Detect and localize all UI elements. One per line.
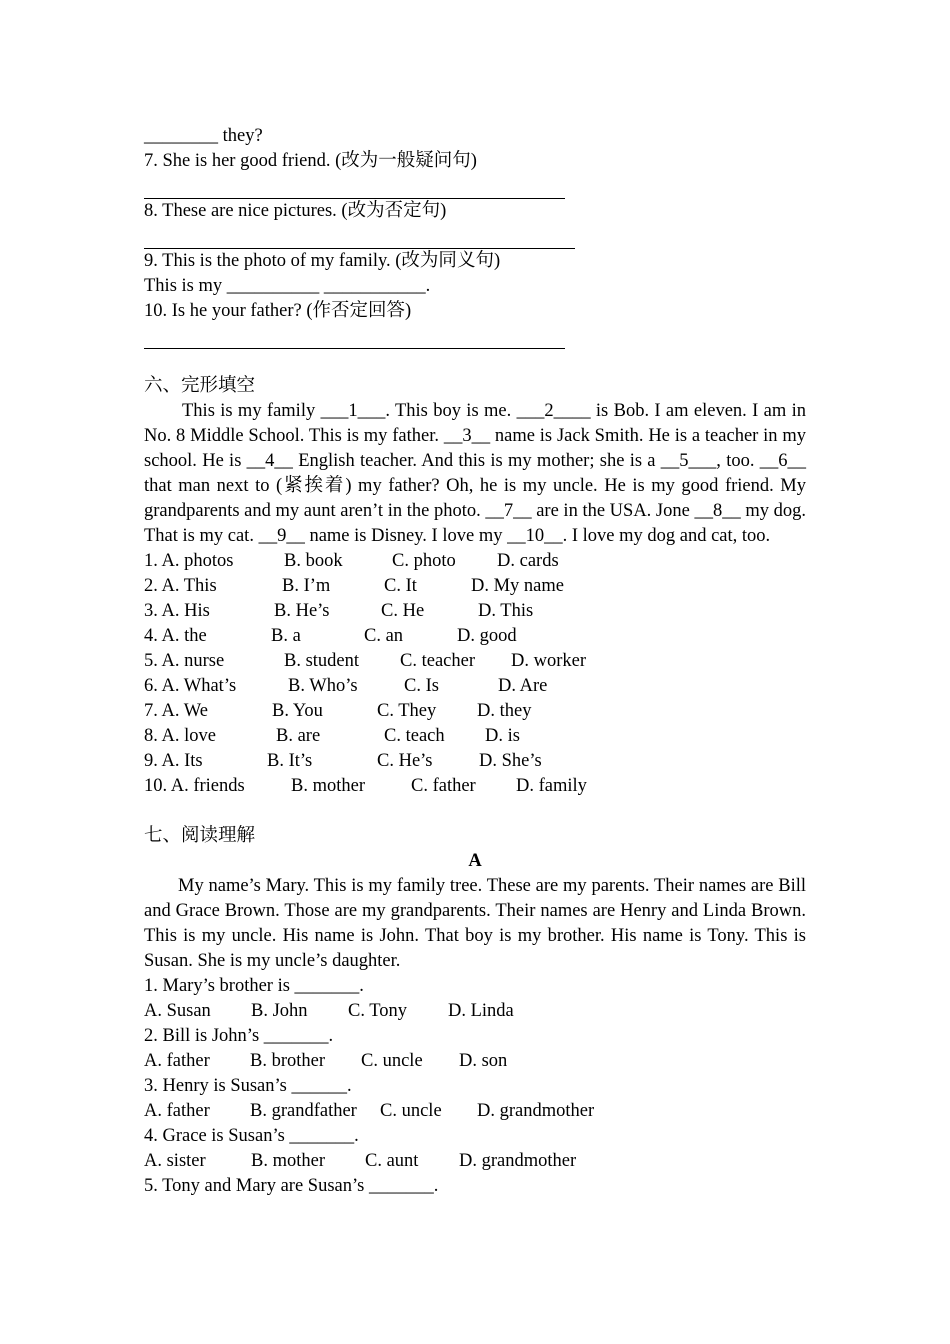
reading-question-stem: 4. Grace is Susan’s _______. bbox=[144, 1126, 359, 1146]
reading-question-stem: 3. Henry is Susan’s ______. bbox=[144, 1076, 352, 1096]
reading-heading: 七、阅读理解 bbox=[144, 826, 256, 846]
reading-question-stem: 5. Tony and Mary are Susan’s _______. bbox=[144, 1176, 439, 1196]
q10-prompt: 10. Is he your father? (作否定回答) bbox=[144, 301, 412, 321]
cloze-passage: This is my family ___1___. This boy is me. ___2____ is Bob. I am eleven. I am in No. 8 Middle School. This is my father. __3__ name is Jack Smith. He is a teacher in my school. He is __4__ English teacher. And this is my mother; she is a __5___, too. __6__ that man next to (紧挨着) my father? Oh, he is my uncle. He is my good friend. My grandparents and my aunt aren’t in the photo. __7__ are in the USA. Jone __8__ my dog. That is my cat. __9__ name is Disney. I love my __10__. I love my dog and cat, too. bbox=[144, 401, 806, 546]
q7-answer-line bbox=[144, 174, 565, 199]
q9-prompt: 9. This is the photo of my family. (改为同义句) bbox=[144, 251, 501, 271]
cloze-heading: 六、完形填空 bbox=[144, 376, 256, 396]
q7-prompt: 7. She is her good friend. (改为一般疑问句) bbox=[144, 151, 477, 171]
reading-option-row: A. father B. grandfather C. uncle D. grandmother bbox=[144, 1101, 595, 1121]
cloze-option-row: 1. A. photos B. book C. photo D. cards bbox=[144, 551, 559, 571]
cloze-option-row: 9. A. Its B. It’s C. He’s D. She’s bbox=[144, 751, 542, 771]
cloze-options bbox=[144, 549, 806, 799]
cloze-option-row: 4. A. the B. a C. an D. good bbox=[144, 626, 517, 646]
cloze-option-row: 10. A. friends B. mother C. father D. family bbox=[144, 776, 587, 796]
reading-option-row: A. Susan B. John C. Tony D. Linda bbox=[144, 1001, 514, 1021]
reading-option-row: A. father B. brother C. uncle D. son bbox=[144, 1051, 508, 1071]
cloze-option-row: 6. A. What’s B. Who’s C. Is D. Are bbox=[144, 676, 548, 696]
q8-prompt: 8. These are nice pictures. (改为否定句) bbox=[144, 201, 447, 221]
reading-questions bbox=[144, 974, 806, 1199]
reading-option-row: A. sister B. mother C. aunt D. grandmother bbox=[144, 1151, 577, 1171]
reading-section-label: A bbox=[468, 851, 482, 871]
cloze-option-row: 3. A. His B. He’s C. He D. This bbox=[144, 601, 534, 621]
q10-answer-line bbox=[144, 324, 565, 349]
cloze-option-row: 8. A. love B. are C. teach D. is bbox=[144, 726, 520, 746]
cloze-option-row: 2. A. This B. I’m C. It D. My name bbox=[144, 576, 564, 596]
q8-answer-line bbox=[144, 224, 575, 249]
cloze-option-row: 7. A. We B. You C. They D. they bbox=[144, 701, 532, 721]
cloze-option-row: 5. A. nurse B. student C. teacher D. worker bbox=[144, 651, 587, 671]
reading-question-stem: 2. Bill is John’s _______. bbox=[144, 1026, 334, 1046]
reading-question-stem: 1. Mary’s brother is _______. bbox=[144, 976, 364, 996]
reading-passage: My name’s Mary. This is my family tree. These are my parents. Their names are Bill and Grace Brown. Those are my grandparents. Their names are Henry and Linda Brown. This is my uncle. His name is John. That boy is my brother. His name is Tony. This is Susan. She is my uncle’s daughter. bbox=[144, 876, 806, 971]
q6-tail: ________ they? bbox=[144, 126, 263, 146]
q9-answer: This is my __________ ___________. bbox=[144, 276, 431, 296]
worksheet-page bbox=[144, 124, 806, 1199]
